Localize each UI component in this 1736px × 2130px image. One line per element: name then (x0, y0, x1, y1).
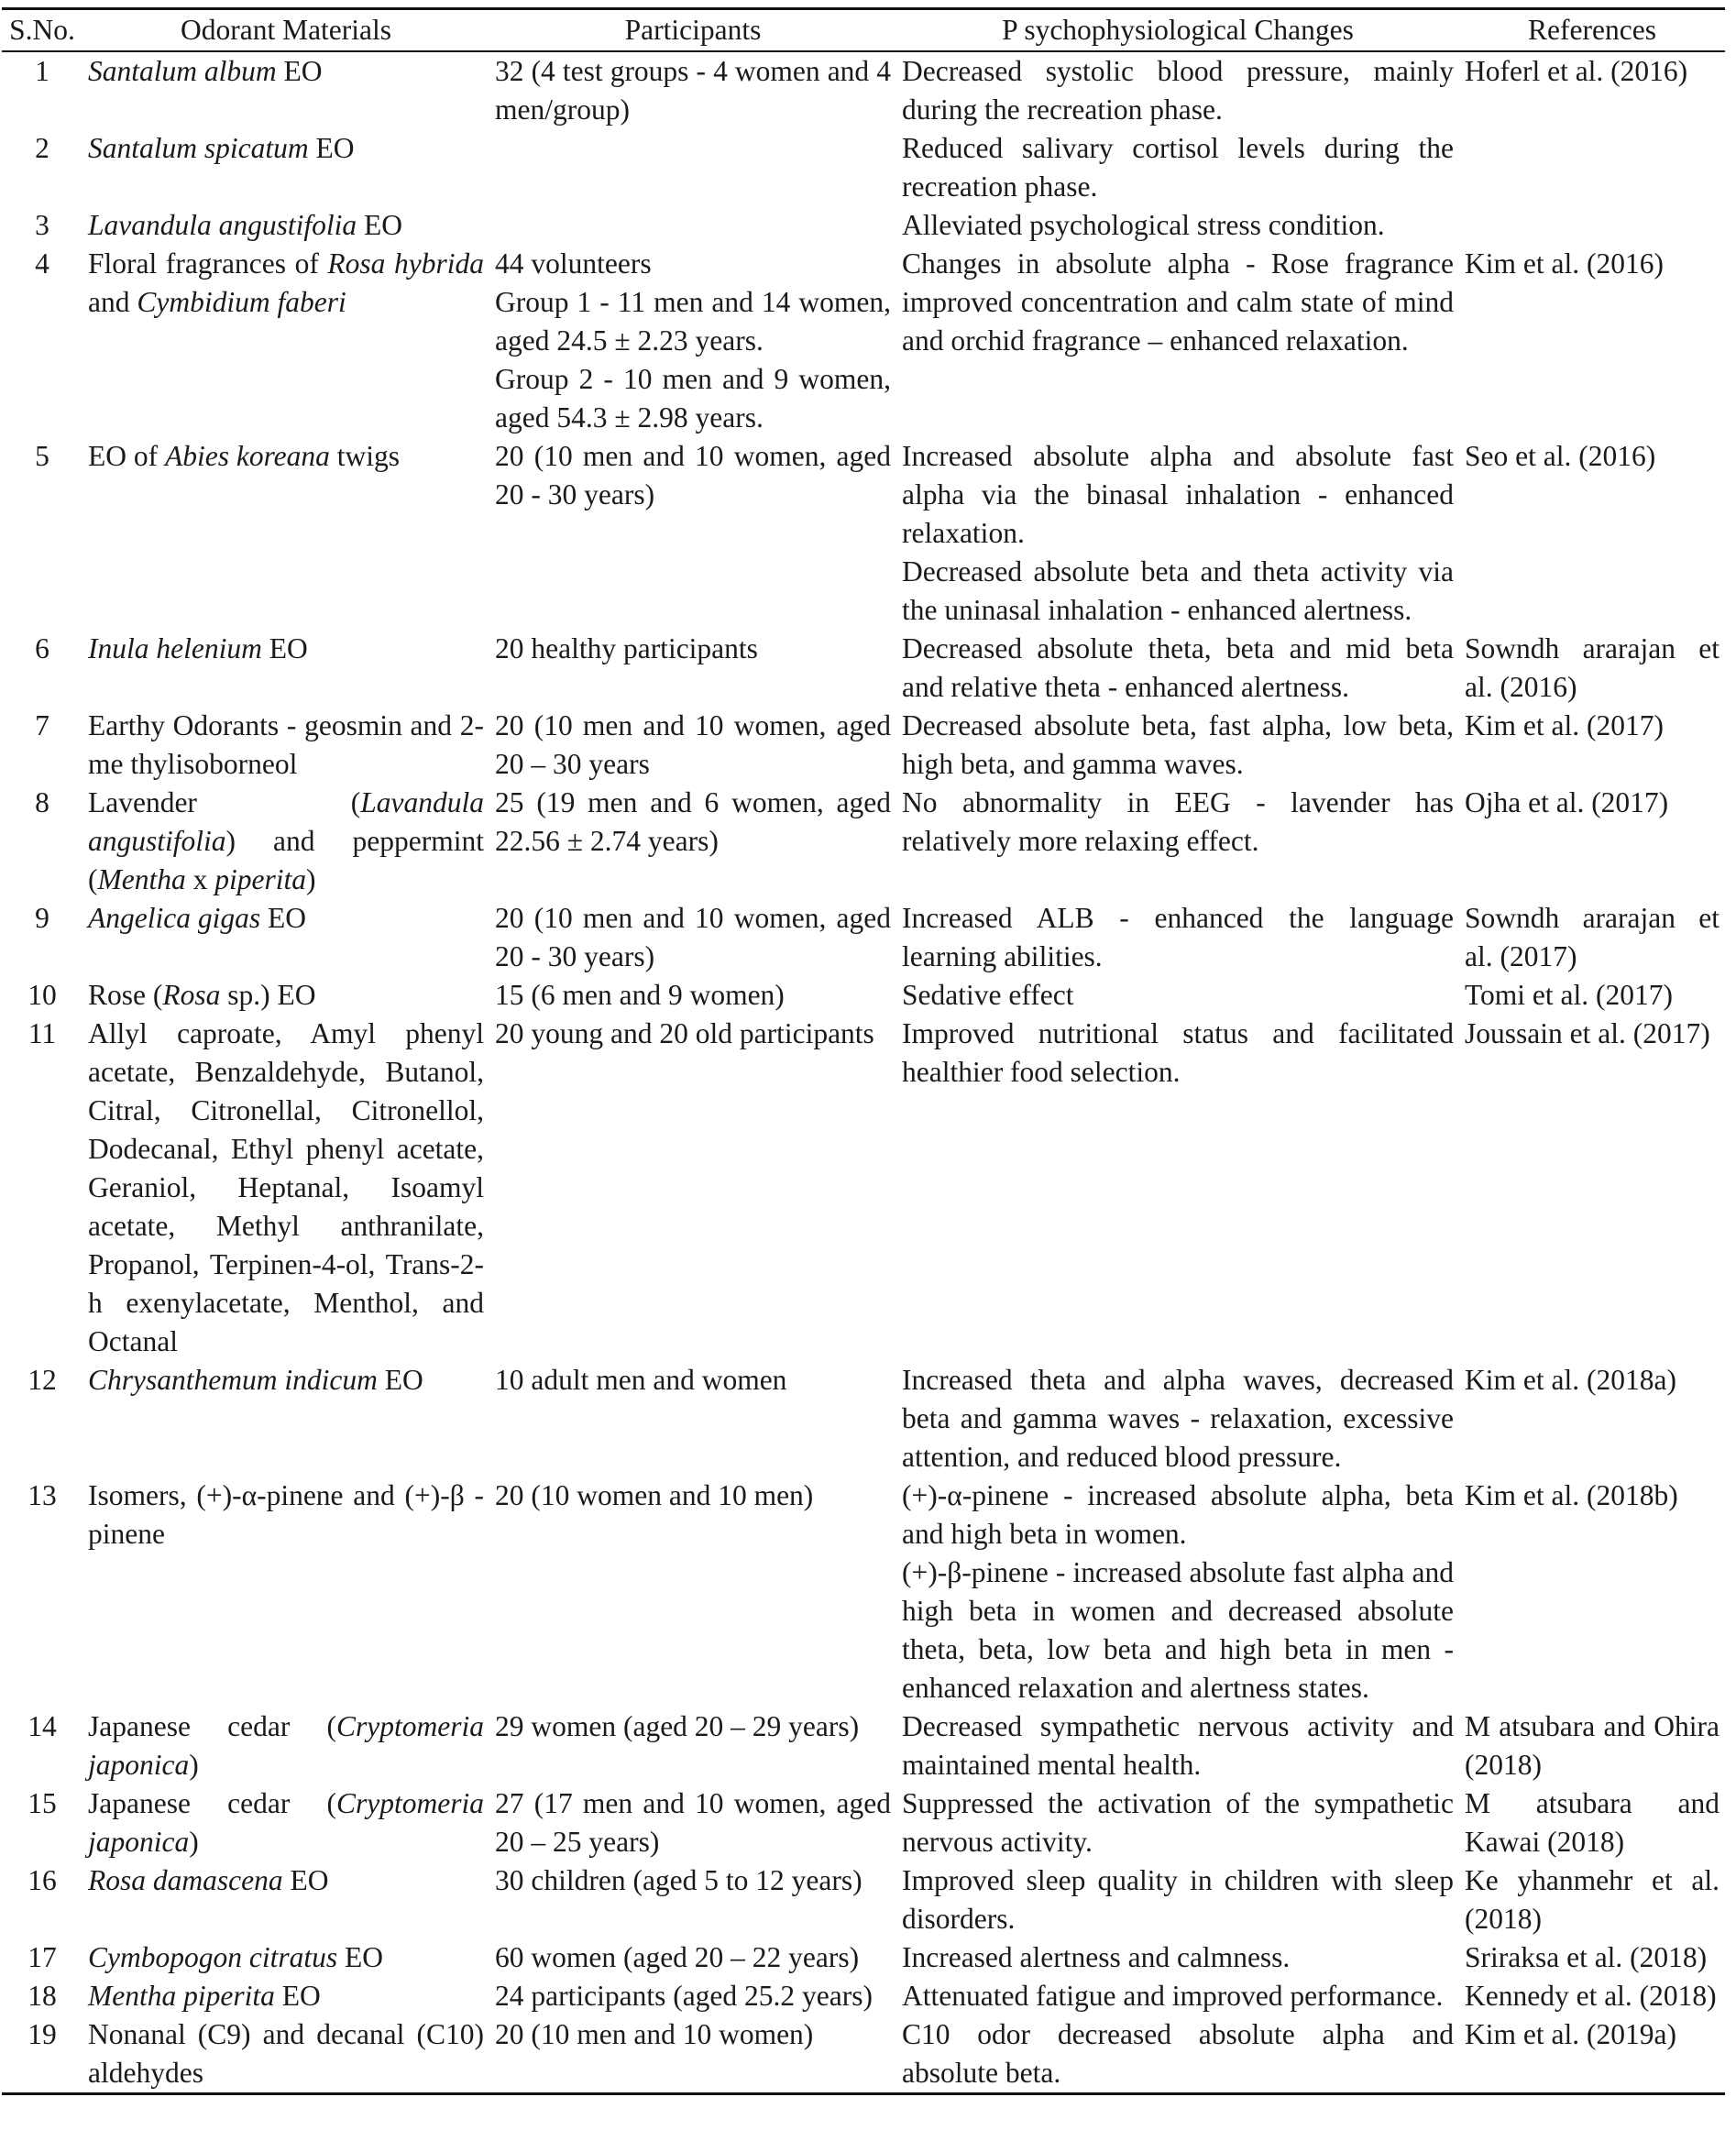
cell-changes: (+)-α-pinene - increased absolute alpha, beta and high beta in women. (+)-β-pinene - increased absolute fast alpha and high beta in women and decreased absolute theta, beta, low beta and high beta in men - enhanced relaxation and alertness states. (902, 1479, 1454, 1704)
cell-odorant: Nonanal (C9) and decanal (C10) aldehydes (88, 2018, 484, 2089)
cell-sno: 8 (35, 786, 49, 818)
cell-odorant: Santalum spicatum EO (88, 132, 355, 164)
cell-reference: Ke yhanmehr et al. (2018) (1465, 1864, 1720, 1935)
cell-odorant: Lavender (Lavandula angustifolia) and peppermint (Mentha x piperita) (88, 786, 484, 895)
table-row (2, 245, 1725, 437)
cell-changes: Increased theta and alpha waves, decreased beta and gamma waves - relaxation, excessive attention, and reduced blood pressure. (902, 1364, 1454, 1473)
cell-reference: Sowndh ararajan et al. (2016) (1465, 632, 1720, 703)
cell-participants (489, 129, 896, 206)
cell-reference: Tomi et al. (2017) (1465, 979, 1673, 1011)
cell-sno: 3 (35, 209, 49, 241)
cell-sno: 10 (27, 979, 57, 1011)
cell-changes: Changes in absolute alpha - Rose fragrance improved concentration and calm state of mind and orchid fragrance – enhanced relaxation. (902, 247, 1454, 357)
table-row (2, 437, 1725, 630)
cell-changes: Alleviated psychological stress condition. (902, 209, 1385, 241)
cell-sno: 19 (27, 2018, 57, 2050)
cell-participants: 29 women (aged 20 – 29 years) (495, 1710, 860, 1742)
table-row (2, 899, 1725, 976)
cell-sno: 18 (27, 1980, 57, 2012)
cell-reference: Ojha et al. (2017) (1465, 786, 1669, 818)
header-sno: S.No. (9, 14, 75, 46)
table-row (2, 1015, 1725, 1361)
cell-participants: 15 (6 men and 9 women) (495, 979, 785, 1011)
cell-participants: 30 children (aged 5 to 12 years) (495, 1864, 863, 1896)
table-row (2, 1938, 1725, 1977)
cell-sno: 12 (27, 1364, 57, 1396)
cell-participants: 20 healthy participants (495, 632, 758, 664)
cell-changes: Decreased systolic blood pressure, mainly during the recreation phase. (902, 55, 1454, 126)
cell-changes: Decreased absolute beta, fast alpha, low beta, high beta, and gamma waves. (902, 709, 1454, 780)
cell-reference: Hoferl et al. (2016) (1465, 55, 1688, 87)
cell-participants: 20 (10 men and 10 women, aged 20 – 30 years (495, 709, 891, 780)
cell-reference: Kim et al. (2019a) (1465, 2018, 1676, 2050)
cell-sno: 15 (27, 1787, 57, 1819)
cell-participants: 20 (10 men and 10 women) (495, 2018, 814, 2050)
header-odorant-materials: Odorant Materials (180, 14, 392, 46)
header-row (2, 9, 1725, 52)
cell-changes: No abnormality in EEG - lavender has relatively more relaxing effect. (902, 786, 1454, 857)
table-row (2, 1361, 1725, 1477)
cell-reference (1459, 129, 1725, 206)
cell-sno: 5 (35, 440, 49, 472)
cell-participants: 24 participants (aged 25.2 years) (495, 1980, 873, 2012)
cell-participants: 44 volunteers Group 1 - 11 men and 14 women, aged 24.5 ± 2.23 years. Group 2 - 10 men and 9 women, aged 54.3 ± 2.98 years. (495, 247, 891, 434)
cell-participants: 60 women (aged 20 – 22 years) (495, 1941, 860, 1973)
cell-changes: Increased absolute alpha and absolute fast alpha via the binasal inhalation - enhanced relaxation. Decreased absolute beta and theta activity via the uninasal inhalation - enhanced alertness. (902, 440, 1454, 626)
cell-reference: Sriraksa et al. (2018) (1465, 1941, 1708, 1973)
cell-odorant: Earthy Odorants - geosmin and 2-me thylisoborneol (88, 709, 484, 780)
table-header (2, 9, 1725, 52)
cell-changes: Improved nutritional status and facilitated healthier food selection. (902, 1017, 1454, 1088)
odorant-table (2, 7, 1725, 2095)
table-body (2, 51, 1725, 2094)
cell-sno: 7 (35, 709, 49, 741)
cell-odorant: Chrysanthemum indicum EO (88, 1364, 423, 1396)
cell-odorant: Angelica gigas EO (88, 902, 306, 934)
cell-sno: 1 (35, 55, 49, 87)
header-psychophysiological-changes: P sychophysiological Changes (1002, 14, 1354, 46)
cell-participants: 20 (10 men and 10 women, aged 20 - 30 years) (495, 902, 891, 972)
cell-changes: Improved sleep quality in children with sleep disorders. (902, 1864, 1454, 1935)
cell-sno: 9 (35, 902, 49, 934)
cell-odorant: Allyl caproate, Amyl phenyl acetate, Benzaldehyde, Butanol, Citral, Citronellal, Citronellol, Dodecanal, Ethyl phenyl acetate, Geraniol, Heptanal, Isoamyl acetate, Methyl anthranilate, Propanol, Terpinen-4-ol, Trans-2-h exenylacetate, Menthol, and Octanal (88, 1017, 484, 1357)
cell-reference: Kennedy et al. (2018) (1465, 1980, 1717, 2012)
cell-reference: M atsubara and Ohira (2018) (1465, 1710, 1720, 1781)
cell-changes: Decreased absolute theta, beta and mid beta and relative theta - enhanced alertness. (902, 632, 1454, 703)
cell-odorant: Inula helenium EO (88, 632, 308, 664)
table-row (2, 2015, 1725, 2094)
header-participants: Participants (624, 14, 762, 46)
cell-odorant: Floral fragrances of Rosa hybrida and Cymbidium faberi (88, 247, 484, 318)
header-references: References (1528, 14, 1656, 46)
cell-changes: Sedative effect (902, 979, 1074, 1011)
cell-sno: 2 (35, 132, 49, 164)
table-row (2, 1707, 1725, 1784)
cell-reference: Kim et al. (2016) (1465, 247, 1664, 280)
cell-changes: Attenuated fatigue and improved performance. (902, 1980, 1444, 2012)
cell-odorant: Lavandula angustifolia EO (88, 209, 403, 241)
cell-sno: 4 (35, 247, 49, 280)
cell-reference (1459, 206, 1725, 245)
table-row (2, 976, 1725, 1015)
cell-changes: Decreased sympathetic nervous activity and maintained mental health. (902, 1710, 1454, 1781)
cell-reference: Kim et al. (2018a) (1465, 1364, 1676, 1396)
table-row (2, 707, 1725, 784)
cell-odorant: Cymbopogon citratus EO (88, 1941, 383, 1973)
table-row (2, 206, 1725, 245)
cell-participants: 10 adult men and women (495, 1364, 787, 1396)
cell-odorant: Rosa damascena EO (88, 1864, 329, 1896)
cell-participants: 20 (10 women and 10 men) (495, 1479, 814, 1511)
cell-sno: 11 (27, 1017, 57, 1049)
cell-odorant: Santalum album EO (88, 55, 323, 87)
cell-participants: 20 young and 20 old participants (495, 1017, 874, 1049)
cell-changes: Increased alertness and calmness. (902, 1941, 1291, 1973)
cell-reference: Kim et al. (2018b) (1465, 1479, 1678, 1511)
cell-reference: M atsubara and Kawai (2018) (1465, 1787, 1720, 1858)
cell-odorant: Rose (Rosa sp.) EO (88, 979, 316, 1011)
cell-participants: 25 (19 men and 6 women, aged 22.56 ± 2.74 years) (495, 786, 891, 857)
table-row (2, 1977, 1725, 2015)
cell-reference: Seo et al. (2016) (1465, 440, 1656, 472)
table-row (2, 129, 1725, 206)
cell-changes: C10 odor decreased absolute alpha and absolute beta. (902, 2018, 1454, 2089)
cell-participants (489, 206, 896, 245)
table-row (2, 784, 1725, 899)
cell-odorant: EO of Abies koreana twigs (88, 440, 401, 472)
cell-participants: 32 (4 test groups - 4 women and 4 men/group) (495, 55, 891, 126)
table-row (2, 630, 1725, 707)
cell-odorant: Japanese cedar (Cryptomeria japonica) (88, 1710, 484, 1781)
cell-odorant: Mentha piperita EO (88, 1980, 321, 2012)
cell-sno: 16 (27, 1864, 57, 1896)
table-row (2, 1784, 1725, 1861)
cell-participants: 27 (17 men and 10 women, aged 20 – 25 years) (495, 1787, 891, 1858)
cell-sno: 6 (35, 632, 49, 664)
cell-sno: 17 (27, 1941, 57, 1973)
cell-reference: Joussain et al. (2017) (1465, 1017, 1710, 1049)
cell-reference: Kim et al. (2017) (1465, 709, 1664, 741)
table-row (2, 1861, 1725, 1938)
cell-odorant: Japanese cedar (Cryptomeria japonica) (88, 1787, 484, 1858)
cell-changes: Reduced salivary cortisol levels during the recreation phase. (902, 132, 1454, 203)
cell-sno: 14 (27, 1710, 57, 1742)
cell-changes: Increased ALB - enhanced the language learning abilities. (902, 902, 1454, 972)
cell-reference: Sowndh ararajan et al. (2017) (1465, 902, 1720, 972)
cell-sno: 13 (27, 1479, 57, 1511)
cell-changes: Suppressed the activation of the sympathetic nervous activity. (902, 1787, 1454, 1858)
cell-odorant: Isomers, (+)-α-pinene and (+)-β -pinene (88, 1479, 484, 1550)
cell-participants: 20 (10 men and 10 women, aged 20 - 30 years) (495, 440, 891, 511)
table-row (2, 51, 1725, 129)
table-row (2, 1477, 1725, 1707)
